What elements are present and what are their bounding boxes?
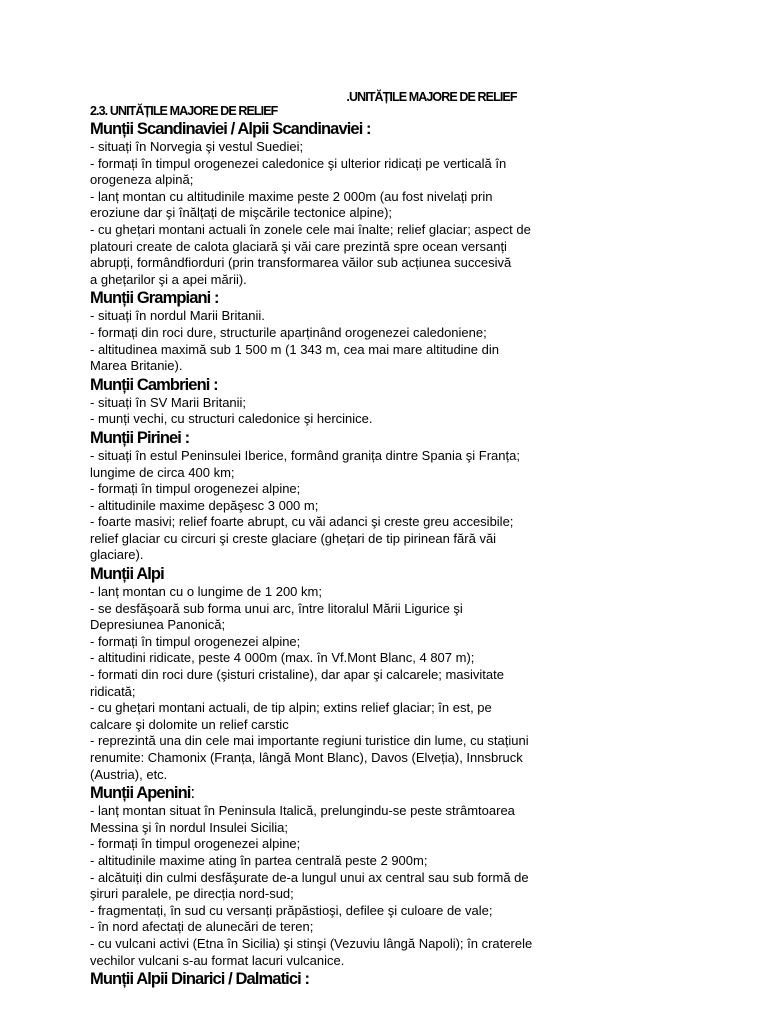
mountain-section [90, 375, 755, 428]
text-line: - cu vulcani activi (Etna în Sicilia) şi stinşi (Vezuviu lângă Napoli); în craterele [90, 935, 533, 951]
section-heading-text: Munții Alpi [90, 565, 164, 584]
text-line: eroziune dar şi înălțați de mişcările tectonice alpine); [90, 205, 393, 221]
text-line: - munți vechi, cu structuri caledonice şi hercinice. [90, 411, 373, 427]
section-heading-text: Munții Pirinei : [90, 428, 190, 447]
section-heading-text: Munții Cambrieni : [90, 375, 218, 394]
text-line: - situați în SV Marii Britanii; [90, 394, 247, 410]
text-line: abrupți, formândfiorduri (prin transformarea văilor sub acțiunea succesivă [90, 255, 512, 271]
text-line: lungime de circa 400 km; [90, 464, 235, 480]
text-line: - cu ghețari montani actuali în zonele cele mai înalte; relief glaciar; aspect de [90, 221, 531, 237]
text-line: - lanț montan cu altitudinile maxime peste 2 000m (au fost nivelați prin [90, 188, 493, 204]
section-heading [90, 375, 755, 395]
sections-container [90, 119, 755, 989]
text-line: - formați din roci dure, structurile aparținând orogenezei caledoniene; [90, 324, 487, 340]
text-line: - se desfăşoară sub forma unui arc, între litoralul Mării Ligurice şi [90, 600, 463, 616]
text-line: orogeneza alpină; [90, 172, 194, 188]
text-line: platouri create de calota glaciară şi văi care prezintă spre ocean versanți [90, 238, 507, 254]
text-line: Marea Britanie). [90, 358, 183, 374]
text-line: a ghețarilor şi a apei mării). [90, 271, 247, 287]
text-line: - formați în timpul orogenezei alpine; [90, 836, 301, 852]
text-line: - alcătuiți din culmi desfăşurate de-a lungul unui ax central sau sub formă de [90, 869, 529, 885]
text-line: - situați în estul Peninsulei Iberice, formând granița dintre Spania şi Franța; [90, 447, 520, 463]
text-line: - altitudinea maximă sub 1 500 m (1 343 m, cea mai mare altitudine din [90, 341, 499, 357]
mountain-section [90, 969, 755, 989]
mountain-section [90, 428, 755, 564]
section-heading-text: Munții Scandinaviei / Alpii Scandinaviei : [90, 120, 371, 138]
mountain-section [90, 783, 755, 969]
text-line: calcare şi dolomite un relief carstic [90, 716, 289, 732]
mountain-section [90, 119, 755, 288]
text-line: glaciare). [90, 547, 144, 563]
text-line: ridicată; [90, 683, 136, 699]
section-heading [90, 288, 755, 308]
section-heading [90, 783, 755, 803]
text-line: - formați în timpul orogenezei alpine; [90, 633, 301, 649]
text-line: Depresiunea Panonică; [90, 617, 226, 633]
text-line: - formați în timpul orogenezei alpine; [90, 481, 301, 497]
text-line: renumite: Chamonix (Franța, lângă Mont Blanc), Davos (Elveția), Innsbruck [90, 750, 523, 765]
document-title: .UNITĂȚILE MAJORE DE RELIEF [346, 90, 517, 104]
text-line: şiruri paralele, pe direcția nord-sud; [90, 886, 294, 902]
text-line: - cu ghețari montani actuali, de tip alpin; extins relief glaciar; în est, pe [90, 700, 492, 716]
text-line: - altitudinile maxime depăşesc 3 000 m; [90, 497, 319, 513]
text-line: - fragmentați, în sud cu versanți prăpăstioşi, defilee şi culoare de vale; [90, 902, 493, 918]
section-heading [90, 119, 755, 139]
text-line: - situați în nordul Marii Britanii. [90, 308, 265, 324]
text-line: - lanț montan cu o lungime de 1 200 km; [90, 584, 322, 600]
section-heading-tail: : [190, 784, 195, 803]
document-page [90, 89, 755, 989]
text-line: (Austria), etc. [90, 766, 168, 782]
text-line: Messina şi în nordul Insulei Sicilia; [90, 819, 288, 835]
text-line: - lanț montan situat în Peninsula Italică, prelungindu-se peste strâmtoarea [90, 803, 515, 819]
section-heading-text: Munții Apenini [90, 784, 191, 803]
text-line: vechilor vulcani s-au format lacuri vulcanice. [90, 952, 345, 968]
text-line: - reprezintă una din cele mai importante regiuni turistice din lume, cu stațiuni [90, 733, 529, 749]
section-heading-text: Munții Alpii Dinarici / Dalmatici : [90, 970, 310, 989]
section-heading [90, 969, 755, 989]
text-line: - foarte masivi; relief foarte abrupt, cu văi adanci şi creste greu accesibile; [90, 514, 514, 530]
section-heading [90, 564, 755, 584]
text-line: - în nord afectați de alunecări de teren; [90, 919, 314, 935]
text-line: - altitudini ridicate, peste 4 000m (max. în Vf.Mont Blanc, 4 807 m); [90, 650, 475, 666]
section-number-title: 2.3. UNITĂȚILE MAJORE DE RELIEF [90, 104, 278, 118]
mountain-section [90, 564, 755, 783]
text-line: - formați în timpul orogenezei caledonice şi ulterior ridicați pe verticală în [90, 155, 507, 171]
section-heading [90, 428, 755, 448]
text-line: - formati din roci dure (şisturi cristaline), dar apar şi calcarele; masivitate [90, 667, 504, 683]
mountain-section [90, 288, 755, 374]
section-heading-text: Munții Grampiani : [90, 289, 219, 308]
text-line: - altitudinile maxime ating în partea centrală peste 2 900m; [90, 852, 428, 868]
text-line: relief glaciar cu circuri şi creste glaciare (ghețari de tip pirinean fără văi [90, 530, 497, 546]
text-line: - situați în Norvegia şi vestul Suediei; [90, 139, 304, 154]
